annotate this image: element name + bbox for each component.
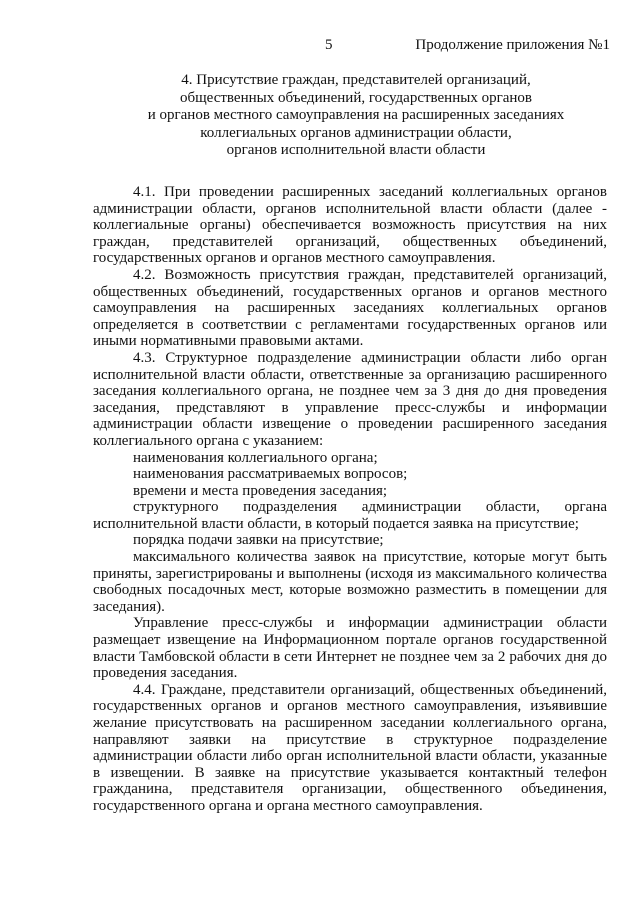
list-item: времени и места проведения заседания; bbox=[133, 482, 388, 499]
section-heading-line: 4. Присутствие граждан, представителей организаций, bbox=[181, 72, 531, 88]
paragraph-4-3: 4.3. Структурное подразделение администрации области либо орган исполнительной власти области, ответственные за организацию расширенного заседания коллегиального органа, не позднее чем за 3 дня до дня проведения заседания, представляют в управление пресс-службы и информации администрации области извещение о проведении расширенного заседания коллегиального органа с указанием: bbox=[93, 349, 607, 449]
appendix-continuation-label: Продолжение приложения №1 bbox=[415, 37, 610, 53]
paragraph-publication: Управление пресс-службы и информации администрации области размещает извещение на Информационном портале органов государственной власти Тамбовской области в сети Интернет не позднее чем за 2 рабочих дня до проведения заседания. bbox=[93, 615, 607, 682]
list-item: наименования рассматриваемых вопросов; bbox=[133, 466, 408, 483]
paragraph-4-1: 4.1. При проведении расширенных заседаний коллегиальных органов администрации области, органов исполнительной власти области (далее - коллегиальные органы) обеспечивается возможность присутствия на них граждан, представителей организаций, общественных объединений, государственных органов и органов местного самоуправления. bbox=[93, 184, 607, 267]
section-heading-line: общественных объединений, государственных органов bbox=[180, 89, 532, 106]
section-heading-line: и органов местного самоуправления на расширенных заседаниях bbox=[147, 107, 565, 124]
list-item: максимального количества заявок на присутствие, которые могут быть приняты, зарегистрированы и выполнены (исходя из максимального количества свободных посадочных мест, которые возможно разместить в помещении для заседания). bbox=[93, 549, 607, 615]
list-item: порядка подачи заявки на присутствие; bbox=[133, 532, 384, 549]
section-heading-line: коллегиальных органов администрации области, bbox=[200, 124, 512, 141]
section-heading bbox=[96, 72, 616, 160]
paragraph-4-4: 4.4. Граждане, представители организаций, общественных объединений, государственных органов и органов местного самоуправления, изъявившие желание присутствовать на расширенном заседании коллегиального органа, направляют заявки на присутствие в структурное подразделение администрации области либо орган исполнительной власти области, указанные в извещении. В заявке на присутствие указывается контактный телефон гражданина, представителя организации, общественного объединения, государственного органа и органа местного самоуправления. bbox=[93, 681, 607, 814]
list-item: наименования коллегиального органа; bbox=[133, 449, 378, 466]
section-heading-line: органов исполнительной власти области bbox=[226, 142, 486, 159]
page-number: 5 bbox=[325, 37, 333, 53]
section-body bbox=[93, 184, 607, 815]
list-item: структурного подразделения администрации области, органа исполнительной власти области, в который подается заявка на присутствие; bbox=[93, 499, 607, 532]
paragraph-4-2: 4.2. Возможность присутствия граждан, представителей организаций, общественных объединений, государственных органов и органов местного самоуправления на расширенных заседаниях коллегиальных органов определяется в соответствии с регламентами государственных органов или иными нормативными правовыми актами. bbox=[93, 266, 607, 350]
